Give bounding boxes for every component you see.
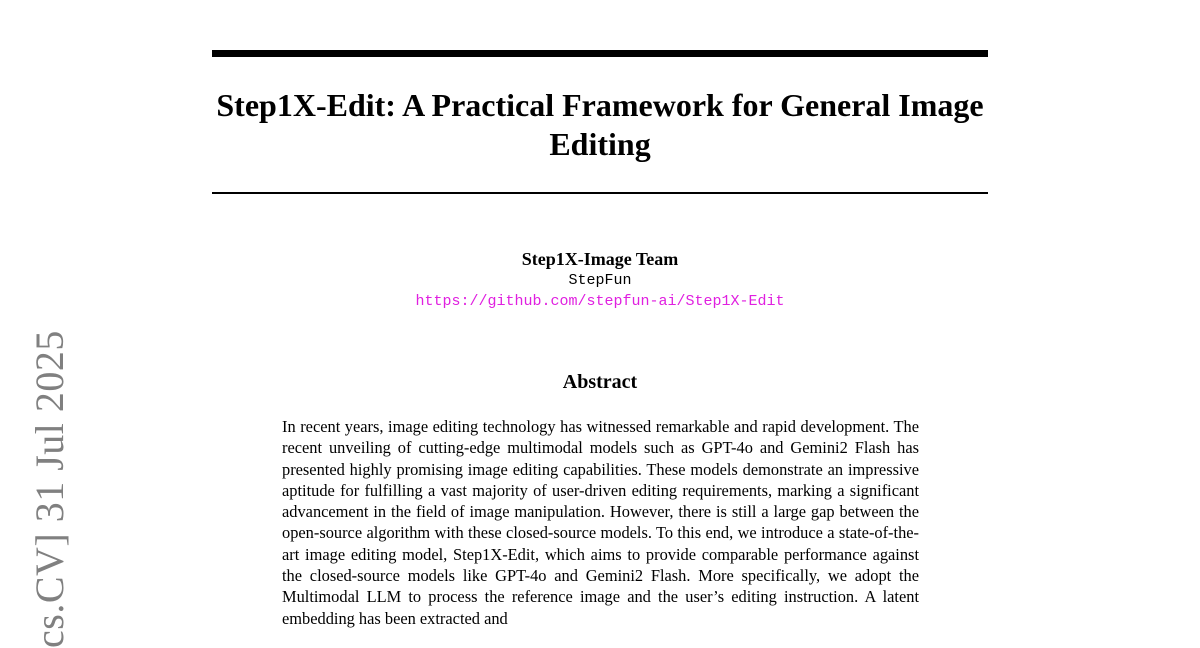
abstract-heading: Abstract [562, 371, 638, 393]
abstract-body: In recent years, image editing technology has witnessed remarkable and rapid development. The recent unveiling of cutting-edge multimodal models such as GPT-4o and Gemini2 Flash has presented highly promising image editing capabilities. These models demonstrate an impressive aptitude for fulfilling a vast majority of user-driven editing requirements, marking a significant advancement in the field of image manipulation. However, there is still a large gap between the open-source algorithm with these closed-source models. To this end, we introduce a state-of-the-art image editing model, Step1X-Edit, which aims to provide comparable performance against the closed-source models like GPT-4o and Gemini2 Flash. More specifically, we adopt the Multimodal LLM to process the reference image and the user’s editing instruction. A latent embedding has been extracted and [282, 417, 919, 628]
author-block [212, 248, 988, 313]
title-bottom-rule [212, 192, 988, 194]
affiliation: StepFun [568, 272, 632, 289]
repo-link[interactable]: https://github.com/stepfun-ai/Step1X-Edit [415, 293, 785, 310]
author-name: Step1X-Image Team [521, 249, 679, 269]
title-top-rule [212, 50, 988, 57]
paper-title: Step1X-Edit: A Practical Framework for General Image Editing [216, 87, 984, 162]
arxiv-stamp: cs.CV] 31 Jul 2025 [27, 330, 72, 648]
